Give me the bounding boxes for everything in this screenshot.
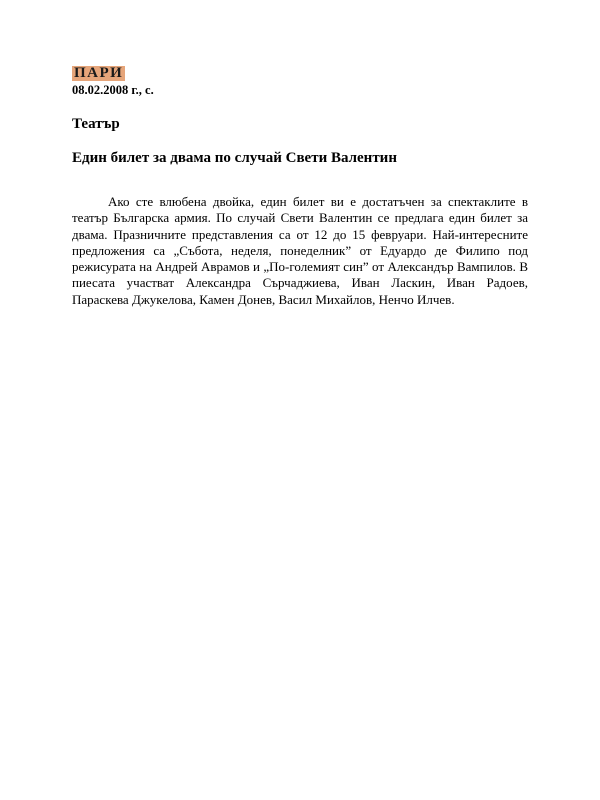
section-heading: Театър xyxy=(72,116,120,132)
article-title: Един билет за двама по случай Свети Валентин xyxy=(72,150,397,166)
publication-date: 08.02.2008 г., с. xyxy=(72,83,154,97)
article-body: Ако сте влюбена двойка, един билет ви е достатъчен за спектаклите в театър Българска армия. По случай Свети Валентин се предлага един билет за двама. Празничните представления са от 12 до 15 февруари. Най-интересните предложения са „Събота, неделя, понеделник” от Едуардо де Филипо под режисурата на Андрей Аврамов и „По-големият син” от Александър Вампилов. В пиесата участват Александра Сърчаджиева, Иван Ласкин, Иван Радоев, Параскева Джукелова, Камен Донев, Васил Михайлов, Ненчо Илчев. xyxy=(72,194,528,307)
publication-logo: ПАРИ xyxy=(74,65,124,81)
